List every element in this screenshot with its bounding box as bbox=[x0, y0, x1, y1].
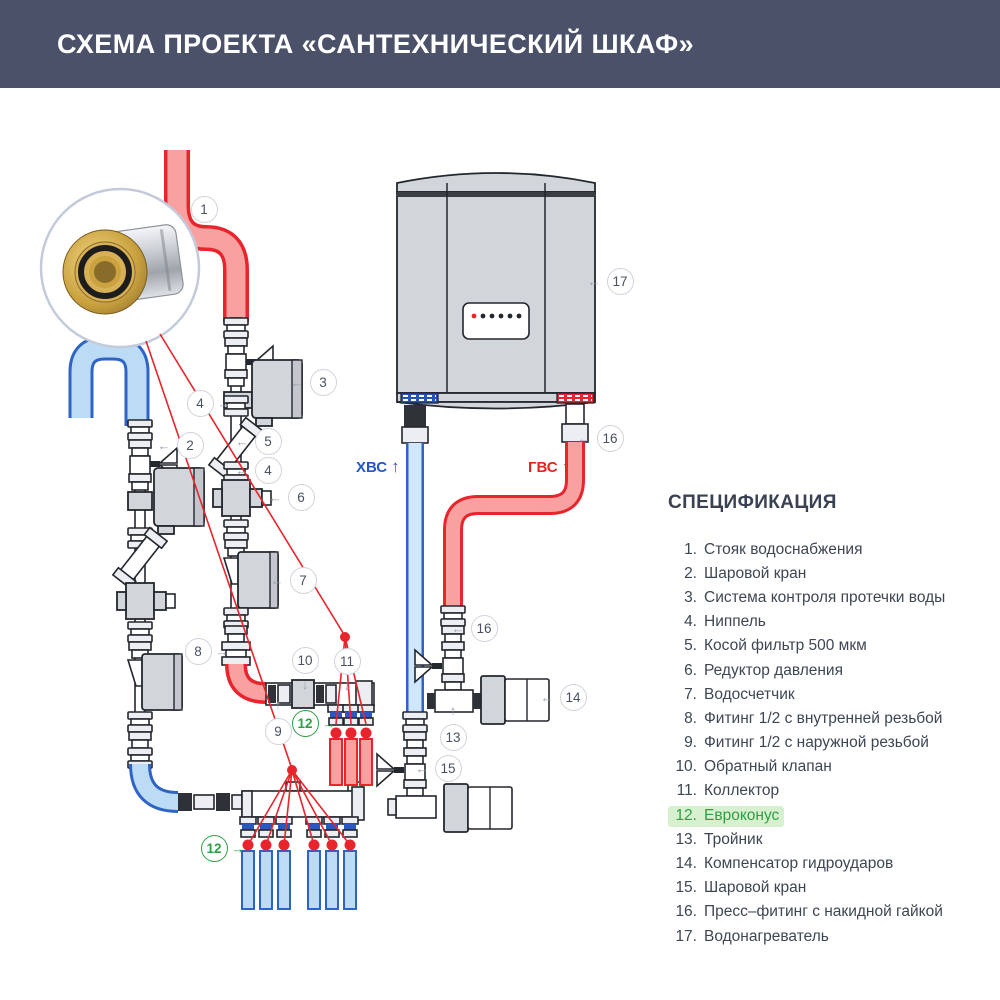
spec-item: 9. Фитинг 1/2 с наружной резьбой bbox=[684, 734, 929, 752]
spec-item: 14. Компенсатор гидроударов bbox=[675, 855, 894, 873]
water-heater bbox=[397, 173, 595, 443]
collector-outlet bbox=[324, 817, 340, 909]
spec-item: 2. Шаровой кран bbox=[684, 564, 807, 582]
spec-item: 15. Шаровой кран bbox=[675, 879, 807, 897]
callout-arrow-icon: ← bbox=[235, 433, 249, 449]
spec-item: 16. Пресс–фитинг с накидной гайкой bbox=[675, 903, 943, 921]
callout-11: 11 bbox=[334, 648, 361, 675]
callout-arrow-icon: → bbox=[231, 840, 245, 856]
callout-arrow-icon: ← bbox=[451, 620, 465, 636]
spec-list bbox=[668, 538, 998, 949]
callout-arrow-icon: → bbox=[322, 715, 336, 731]
collector-outlet bbox=[342, 817, 358, 909]
hot-collector bbox=[266, 680, 374, 785]
spec-item: 10. Обратный клапан bbox=[675, 758, 832, 776]
callout-10: 10 bbox=[292, 647, 319, 674]
spec-item: 4. Ниппель bbox=[684, 613, 766, 631]
callout-15: 15 bbox=[435, 755, 462, 782]
callout-14: 14 bbox=[560, 684, 587, 711]
callout-arrow-icon: ↑ bbox=[274, 696, 282, 712]
callout-9: 9 bbox=[265, 718, 292, 745]
spec-item: 3. Система контроля протечки воды bbox=[684, 588, 946, 606]
callout-12: 12 bbox=[201, 835, 228, 862]
collector-outlet bbox=[240, 817, 256, 909]
spec-item: 8. Фитинг 1/2 с внутренней резьбой bbox=[684, 709, 943, 727]
spec-item: 11. Коллектор bbox=[676, 782, 780, 800]
cold-line-assembly bbox=[113, 420, 242, 811]
callout-arrow-icon: ↓ bbox=[343, 677, 351, 693]
spec-item: 1. Стояк водоснабжения bbox=[684, 540, 863, 558]
callout-4: 4 bbox=[255, 457, 282, 484]
callout-12: 12 bbox=[292, 710, 319, 737]
specification-title: СПЕЦИФИКАЦИЯ bbox=[668, 492, 837, 513]
spec-item: 17. Водонагреватель bbox=[675, 927, 829, 945]
hot-line-assembly bbox=[209, 318, 302, 693]
callout-17: 17 bbox=[607, 268, 634, 295]
callout-16: 16 bbox=[471, 615, 498, 642]
hot-supply-label: ГВС ↑ bbox=[528, 457, 571, 476]
callout-7: 7 bbox=[290, 567, 317, 594]
callout-arrow-icon: ← bbox=[235, 462, 249, 478]
callout-arrow-icon: → bbox=[217, 395, 231, 411]
callout-arrow-icon: ← bbox=[587, 273, 601, 289]
callout-arrow-icon: ← bbox=[157, 437, 171, 453]
collector-outlet bbox=[358, 705, 374, 785]
spec-item: 5. Косой фильтр 500 мкм bbox=[684, 637, 867, 655]
callout-arrow-icon: ← bbox=[577, 430, 591, 446]
callout-arrow-icon: ↑ bbox=[449, 702, 457, 718]
page-title: СХЕМА ПРОЕКТА «САНТЕХНИЧЕСКИЙ ШКАФ» bbox=[57, 28, 695, 59]
callout-1: 1 bbox=[191, 196, 218, 223]
header bbox=[0, 0, 1000, 88]
cold-collector-outlets bbox=[240, 817, 358, 909]
cold-riser-pipe bbox=[81, 348, 137, 426]
callout-arrow-icon: → bbox=[215, 643, 229, 659]
callout-arrow-icon: ↓ bbox=[301, 676, 309, 692]
spec-item: 6. Редуктор давления bbox=[684, 661, 843, 679]
callout-5: 5 bbox=[255, 428, 282, 455]
spec-item: 12. Евроконус bbox=[668, 804, 998, 828]
specification-panel bbox=[668, 492, 998, 949]
up-arrow-icon: ↑ bbox=[561, 457, 571, 476]
spec-item: 7. Водосчетчик bbox=[684, 685, 795, 703]
callout-arrow-icon: ← bbox=[268, 489, 282, 505]
hot-feed-line bbox=[415, 442, 575, 724]
up-arrow-icon: ↑ bbox=[391, 457, 400, 476]
spec-item: 13. Тройник bbox=[675, 830, 763, 848]
collector-outlet bbox=[276, 817, 292, 909]
callout-8: 8 bbox=[185, 638, 212, 665]
callout-arrow-icon: ← bbox=[270, 572, 284, 588]
callout-arrow-icon: ← bbox=[415, 760, 429, 776]
callout-2: 2 bbox=[177, 432, 204, 459]
collector-outlet bbox=[306, 817, 322, 909]
euroconus-inset-photo bbox=[41, 189, 199, 347]
callout-16: 16 bbox=[597, 425, 624, 452]
cold-supply-label: ХВС ↑ bbox=[356, 457, 400, 476]
callout-13: 13 bbox=[440, 724, 467, 751]
cold-collector bbox=[242, 782, 364, 820]
callout-3: 3 bbox=[310, 369, 337, 396]
callout-6: 6 bbox=[288, 484, 315, 511]
callout-arrow-icon: ← bbox=[290, 374, 304, 390]
callout-4: 4 bbox=[187, 390, 214, 417]
callout-arrow-icon: ← bbox=[540, 689, 554, 705]
